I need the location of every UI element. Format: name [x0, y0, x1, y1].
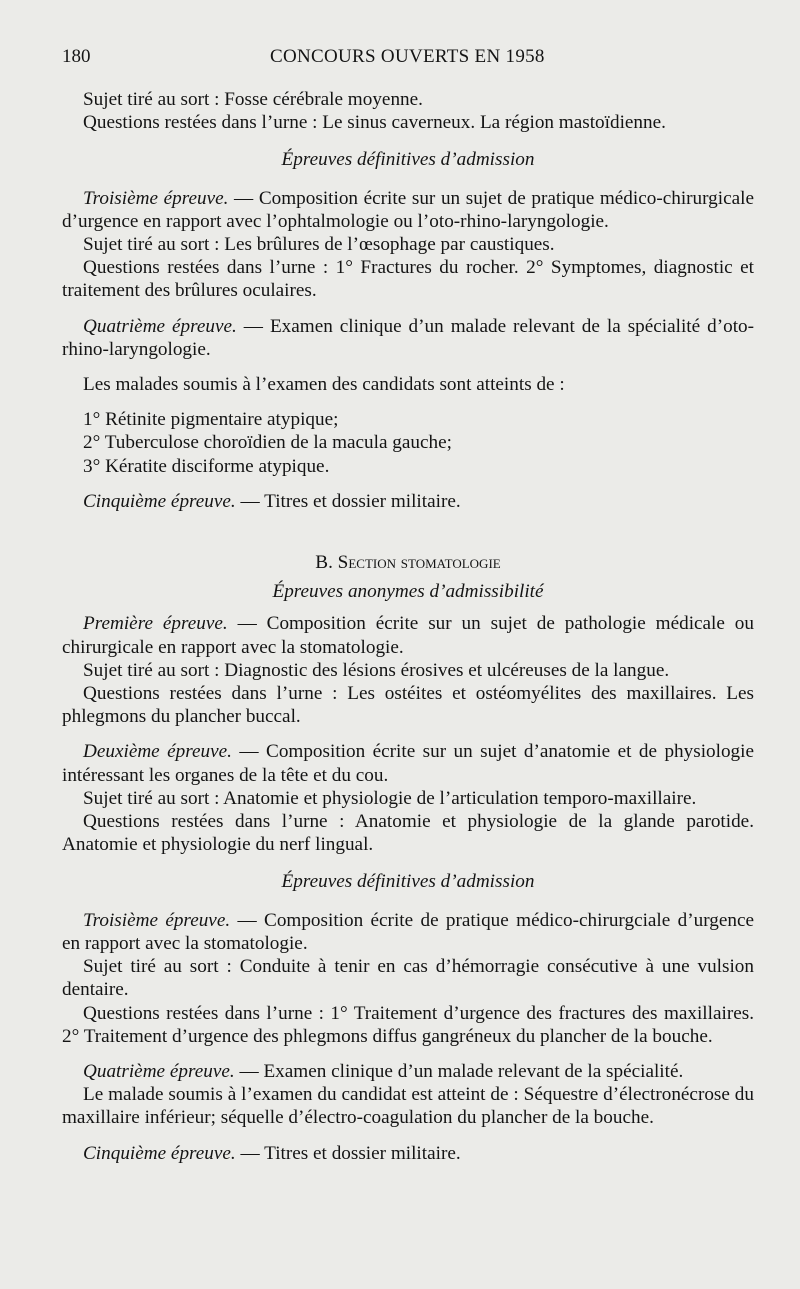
- epreuve-text: — Composition écrite de pratique médico-chirurgciale d’urgence en rapport avec la stomatologie.: [62, 909, 754, 954]
- epreuve-paragraph: [62, 490, 754, 513]
- section-title-start: B. S: [315, 552, 349, 574]
- epreuve-paragraph: [62, 612, 754, 658]
- epreuve-label: Quatrième épreuve.: [83, 1060, 235, 1082]
- epreuve-paragraph: [62, 315, 754, 361]
- epreuve-text: — Examen clinique d’un malade relevant de la spécialité d’oto-rhino-laryngologie.: [62, 315, 755, 360]
- epreuve-label: Quatrième épreuve.: [83, 315, 237, 337]
- epreuve-paragraph: [62, 740, 754, 786]
- section-heading: Épreuves définitives d’admission: [281, 871, 535, 893]
- text-paragraph: Sujet tiré au sort : Les brûlures de l’œsophage par caustiques.: [83, 234, 555, 256]
- text-paragraph: Questions restées dans l’urne : 1° Fractures du rocher. 2° Symptomes, diagnostic et traitement des brûlures oculaires.: [62, 257, 754, 302]
- text-paragraph: Questions restées dans l’urne : Les ostéites et ostéomyélites des maxillaires. Les phlegmons du plancher buccal.: [62, 683, 754, 728]
- epreuve-text: — Titres et dossier militaire.: [235, 1142, 461, 1164]
- epreuve-text: — Examen clinique d’un malade relevant de la spécialité.: [234, 1060, 684, 1082]
- text-paragraph: Questions restées dans l’urne : 1° Traitement d’urgence des fractures des maxillaires. 2° Traitement d’urgence des phlegmons diffus gangréneux du plancher de la bouche.: [62, 1002, 754, 1047]
- epreuve-paragraph: [62, 187, 754, 233]
- text-paragraph: Le malade soumis à l’examen du candidat est atteint de : Séquestre d’électronécrose du maxillaire inférieur; séquelle d’électro-coagulation du plancher de la bouche.: [62, 1084, 754, 1129]
- epreuve-text: — Titres et dossier militaire.: [235, 490, 461, 512]
- epreuve-paragraph: [62, 1142, 754, 1165]
- running-title: CONCOURS OUVERTS EN 1958: [270, 46, 545, 67]
- epreuve-paragraph: [62, 1060, 754, 1083]
- section-title-rest: ection stomatologie: [348, 552, 501, 574]
- section-subheading: Épreuves anonymes d’admissibilité: [272, 581, 544, 603]
- document-body: [62, 88, 754, 1165]
- epreuve-text: — Composition écrite sur un sujet de pathologie médicale ou chirurgicale en rapport avec la stomatologie.: [62, 613, 754, 658]
- epreuve-paragraph: [62, 909, 754, 955]
- text-paragraph: Sujet tiré au sort : Fosse cérébrale moyenne.: [83, 89, 423, 110]
- text-paragraph: Sujet tiré au sort : Diagnostic des lésions érosives et ulcéreuses de la langue.: [83, 659, 670, 681]
- page-header: [62, 46, 752, 76]
- epreuve-text: — Composition écrite sur un sujet d’anatomie et de physiologie intéressant les organes de la tête et du cou.: [62, 741, 754, 786]
- epreuve-label: Deuxième épreuve.: [83, 741, 232, 763]
- section-heading: Épreuves définitives d’admission: [281, 149, 535, 171]
- text-paragraph: 2° Tuberculose choroïdien de la macula gauche;: [83, 432, 452, 454]
- text-paragraph: 3° Kératite disciforme atypique.: [83, 455, 330, 477]
- epreuve-label: Cinquième épreuve.: [83, 490, 236, 512]
- text-paragraph: Questions restées dans l’urne : Anatomie et physiologie de la glande parotide. Anatomie et physiologie du nerf lingual.: [62, 811, 754, 856]
- epreuve-label: Cinquième épreuve.: [83, 1142, 236, 1164]
- text-paragraph: Questions restées dans l’urne : Le sinus caverneux. La région mastoïdienne.: [83, 112, 666, 134]
- text-paragraph: Sujet tiré au sort : Anatomie et physiologie de l’articulation temporo-maxillaire.: [83, 787, 697, 809]
- page-number: 180: [62, 46, 91, 67]
- epreuve-label: Troisième épreuve.: [83, 187, 229, 209]
- text-paragraph: 1° Rétinite pigmentaire atypique;: [83, 409, 339, 431]
- epreuve-label: Troisième épreuve.: [83, 909, 231, 931]
- epreuve-label: Première épreuve.: [83, 613, 228, 635]
- epreuve-text: — Composition écrite sur un sujet de pratique médico-chirurgicale d’urgence en rapport avec l’ophtalmologie ou l’oto-rhino-laryngologie.: [62, 187, 754, 232]
- text-paragraph: Sujet tiré au sort : Conduite à tenir en cas d’hémorragie consécutive à une vulsion dentaire.: [62, 956, 754, 1001]
- text-paragraph: Les malades soumis à l’examen des candidats sont atteints de :: [83, 374, 565, 396]
- section-title: [62, 551, 754, 574]
